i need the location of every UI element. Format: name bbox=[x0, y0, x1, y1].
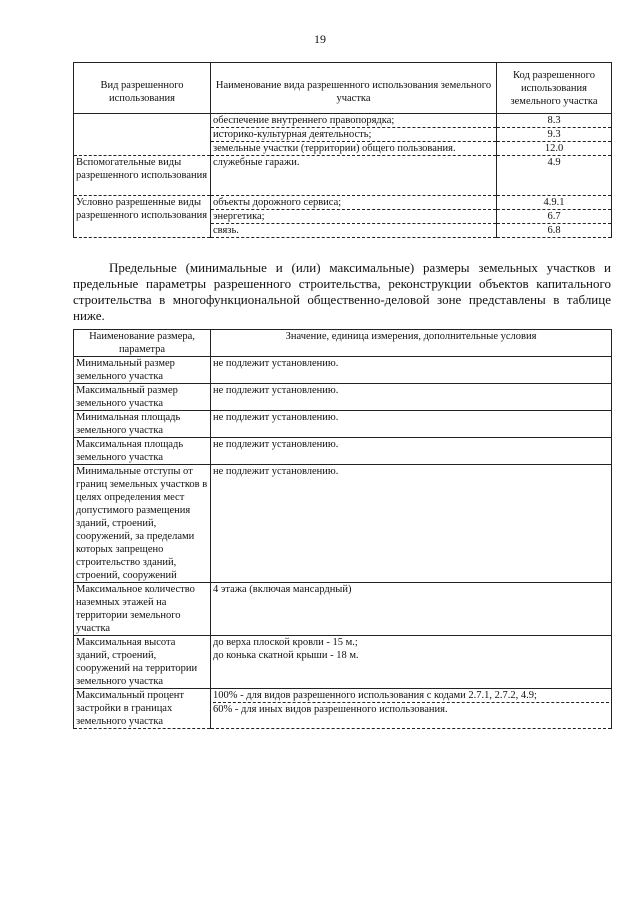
table-header-row bbox=[74, 330, 612, 357]
parameter-cell: Максимальная площадь земельного участка bbox=[74, 438, 211, 465]
use-name-cell: историко-культурная деятельность; bbox=[211, 128, 497, 142]
table-row bbox=[74, 128, 612, 142]
table-row bbox=[74, 357, 612, 384]
parameter-cell: Максимальный процент застройки в границах земельного участка bbox=[74, 689, 211, 729]
table-row bbox=[74, 636, 612, 689]
value-line: до конька скатной крыши - 18 м. bbox=[213, 650, 359, 661]
page-number: 19 bbox=[314, 32, 326, 46]
parameter-cell: Минимальная площадь земельного участка bbox=[74, 411, 211, 438]
use-type-cell bbox=[74, 114, 211, 128]
value-line: 60% - для иных видов разрешенного использования. bbox=[213, 704, 448, 715]
value-cell bbox=[211, 636, 612, 689]
use-code-cell: 6.8 bbox=[497, 224, 612, 238]
table-row bbox=[74, 438, 612, 465]
use-name-cell: земельные участки (территории) общего пользования. bbox=[211, 142, 497, 156]
value-line: 100% - для видов разрешенного использования с кодами 2.7.1, 2.7.2, 4.9; bbox=[213, 689, 609, 703]
body-paragraph: Предельные (минимальные и (или) максимальные) размеры земельных участков и предельные параметры разрешенного строительства, реконструкции объектов капитального строительства в многофункциональной общественно-деловой зоне представлены в таблице ниже. bbox=[73, 260, 611, 323]
use-type-cell: Условно разрешенные виды разрешенного использования bbox=[74, 196, 211, 238]
table-row bbox=[74, 114, 612, 128]
table-row bbox=[74, 156, 612, 196]
use-type-cell bbox=[74, 128, 211, 142]
value-line: до верха плоской кровли - 15 м.; bbox=[213, 637, 358, 648]
table-row bbox=[74, 411, 612, 438]
permitted-use-table bbox=[73, 62, 612, 238]
parameters-table bbox=[73, 329, 612, 729]
parameter-cell: Минимальный размер земельного участка bbox=[74, 357, 211, 384]
use-code-cell: 4.9.1 bbox=[497, 196, 612, 210]
table-header-row bbox=[74, 63, 612, 114]
use-name-cell: объекты дорожного сервиса; bbox=[211, 196, 497, 210]
value-cell bbox=[211, 689, 612, 729]
value-cell: не подлежит установлению. bbox=[211, 438, 612, 465]
table-row bbox=[74, 142, 612, 156]
value-cell: не подлежит установлению. bbox=[211, 411, 612, 438]
value-cell: не подлежит установлению. bbox=[211, 357, 612, 384]
use-name-cell: энергетика; bbox=[211, 210, 497, 224]
table-row bbox=[74, 583, 612, 636]
use-code-cell: 9.3 bbox=[497, 128, 612, 142]
use-code-cell: 6.7 bbox=[497, 210, 612, 224]
value-cell: не подлежит установлению. bbox=[211, 384, 612, 411]
use-code-cell: 12.0 bbox=[497, 142, 612, 156]
parameter-cell: Максимальная высота зданий, строений, сооружений на территории земельного участка bbox=[74, 636, 211, 689]
parameter-cell: Максимальное количество наземных этажей на территории земельного участка bbox=[74, 583, 211, 636]
table-row bbox=[74, 384, 612, 411]
header-parameter: Наименование размера, параметра bbox=[74, 330, 211, 357]
table-row bbox=[74, 465, 612, 583]
value-cell: не подлежит установлению. bbox=[211, 465, 612, 583]
parameter-cell: Минимальные отступы от границ земельных участков в целях определения мест допустимого размещения зданий, строений, сооружений, за пределами которых запрещено строительство зданий, строений, сооружений bbox=[74, 465, 211, 583]
table-row bbox=[74, 196, 612, 210]
table-row bbox=[74, 689, 612, 729]
use-name-cell: обеспечение внутреннего правопорядка; bbox=[211, 114, 497, 128]
use-name-cell: служебные гаражи. bbox=[211, 156, 497, 196]
value-cell: 4 этажа (включая мансардный) bbox=[211, 583, 612, 636]
use-type-cell bbox=[74, 142, 211, 156]
header-value: Значение, единица измерения, дополнительные условия bbox=[211, 330, 612, 357]
header-use-code: Код разрешенного использования земельного участка bbox=[497, 63, 612, 114]
use-code-cell: 8.3 bbox=[497, 114, 612, 128]
parameter-cell: Максимальный размер земельного участка bbox=[74, 384, 211, 411]
use-name-cell: связь. bbox=[211, 224, 497, 238]
header-use-type: Вид разрешенного использования bbox=[74, 63, 211, 114]
header-use-name: Наименование вида разрешенного использования земельного участка bbox=[211, 63, 497, 114]
use-type-cell: Вспомогательные виды разрешенного использования bbox=[74, 156, 211, 196]
use-code-cell: 4.9 bbox=[497, 156, 612, 196]
